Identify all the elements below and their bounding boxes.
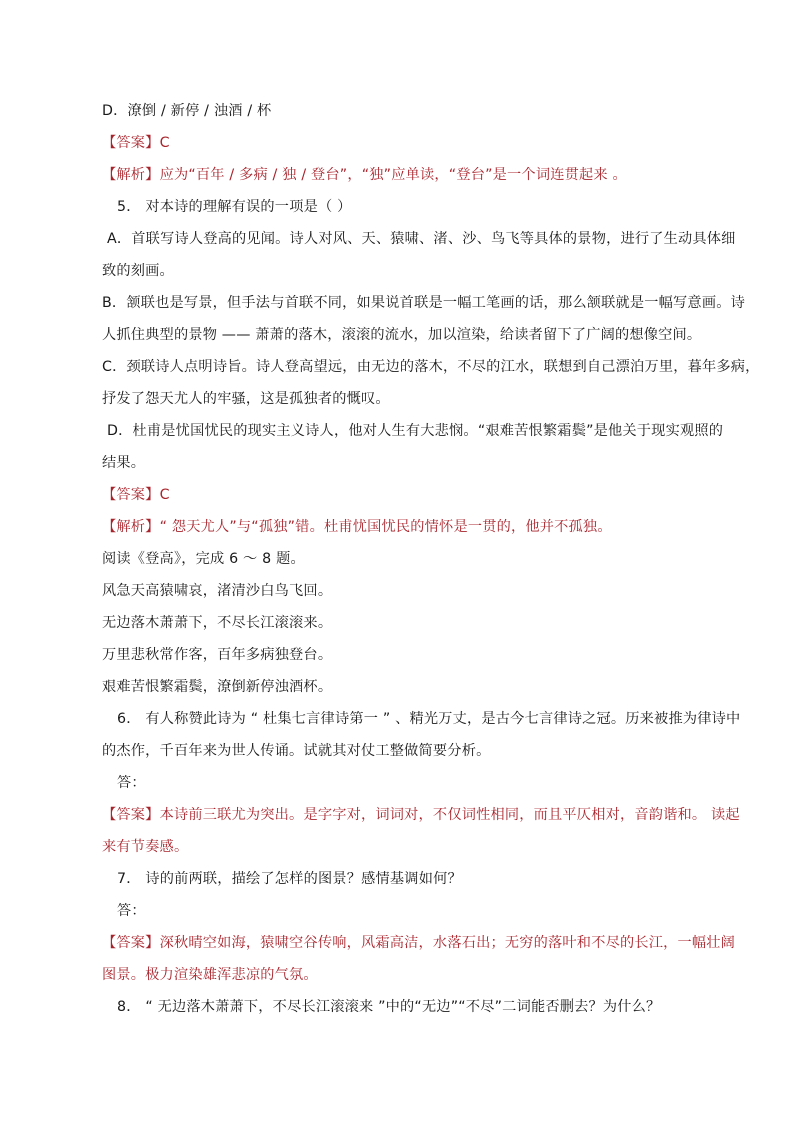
answer-line <box>102 485 170 505</box>
option-d-line <box>107 421 723 441</box>
poem-line <box>102 613 332 633</box>
line-text: 人抓住典型的景物 —— 萧萧的落木，滚滚的流水，加以渲染，给读者留下了广阔的想像空间。 <box>102 327 702 343</box>
question-8 <box>117 997 660 1017</box>
option-c-continuation <box>102 389 390 409</box>
line-text: 答： <box>117 775 146 791</box>
analysis-text: “ 怨天尤人”与“孤独”错。杜甫忧国忧民的情怀是一贯的，他并不孤独。 <box>159 519 612 535</box>
analysis-tag: 【解析】 <box>102 167 160 183</box>
option-d-line <box>102 101 271 121</box>
answer-tag: 【答案】 <box>102 135 160 151</box>
line-text: 抒发了怨天尤人的牢骚，这是孤独者的慨叹。 <box>102 391 390 407</box>
line-text: 致的刻画。 <box>102 263 174 279</box>
question-text: 5． 对本诗的理解有误的一项是（ ） <box>117 199 352 215</box>
option-a-line <box>107 229 736 249</box>
line-text: 无边落木萧萧下，不尽长江滚滚来。 <box>102 615 333 631</box>
answer-continuation <box>102 837 188 857</box>
line-text: 艰难苦恨繁霜鬓，潦倒新停浊酒杯。 <box>102 679 333 695</box>
line-text: B．颔联也是写景，但手法与首联不同，如果说首联是一幅工笔画的话，那么颔联就是一幅写意画。诗 <box>102 295 745 311</box>
line-text: 图景。极力渲染雄浑悲凉的气氛。 <box>102 967 318 983</box>
answer-text: C <box>159 135 170 151</box>
line-text: 风急天高猿啸哀，渚清沙白鸟飞回。 <box>102 583 333 599</box>
line-text: 万里悲秋常作客，百年多病独登台。 <box>102 647 333 663</box>
option-d-continuation <box>102 453 145 473</box>
poem-line <box>102 581 332 601</box>
line-text: 的杰作，千百年来为世人传诵。试就其对仗工整做简要分析。 <box>102 743 491 759</box>
answer-line <box>102 933 735 953</box>
line-text: 结果。 <box>102 455 146 471</box>
answer-text: 深秋晴空如海，猿啸空谷传响，风霜高洁，水落石出；无穷的落叶和不尽的长江，一幅壮阔 <box>159 935 736 951</box>
poem-line <box>102 645 332 665</box>
answer-tag: 【答案】 <box>102 935 160 951</box>
option-c-line <box>102 357 760 377</box>
line-text: D．潦倒 / 新停 / 浊酒 / 杯 <box>102 103 272 119</box>
option-b-continuation <box>102 325 701 345</box>
answer-line <box>102 805 740 825</box>
analysis-line <box>102 165 627 185</box>
answer-text: C <box>159 487 170 503</box>
question-6-continuation <box>102 741 490 761</box>
question-7 <box>117 869 462 889</box>
question-text: 8． “ 无边落木萧萧下，不尽长江滚滚来 ”中的“无边”“不尽”二词能否删去？为什么？ <box>117 999 661 1015</box>
question-text: 6． 有人称赞此诗为 “ 杜集七言律诗第一 ” 、精光万丈，是古今七言律诗之冠。历来被推为律诗中 <box>117 711 741 727</box>
line-text: 阅读《登高》，完成 6 ～ 8 题。 <box>102 551 305 567</box>
option-b-line <box>102 293 745 313</box>
analysis-text: 应为“百年 / 多病 / 独 / 登台”，“独”应单读，“登台”是一个词连贯起来 。 <box>159 167 627 183</box>
line-text: 答： <box>117 903 146 919</box>
poem-line <box>102 677 332 697</box>
reading-instruction <box>102 549 305 569</box>
line-text: D．杜甫是忧国忧民的现实主义诗人，他对人生有大悲悯。“艰难苦恨繁霜鬓”是他关于现实观照的 <box>107 423 724 439</box>
question-5 <box>117 197 351 217</box>
analysis-line <box>102 517 612 537</box>
answer-line <box>102 133 170 153</box>
answer-prompt <box>117 901 146 921</box>
answer-text: 本诗前三联尤为突出。是字字对，词词对，不仅词性相同，而且平仄相对，音韵谐和。 读起 <box>159 807 740 823</box>
answer-continuation <box>102 965 318 985</box>
answer-tag: 【答案】 <box>102 487 160 503</box>
question-text: 7． 诗的前两联，描绘了怎样的图景？感情基调如何？ <box>117 871 462 887</box>
answer-prompt <box>117 773 146 793</box>
analysis-tag: 【解析】 <box>102 519 160 535</box>
question-6 <box>117 709 740 729</box>
option-a-continuation <box>102 261 174 281</box>
line-text: 来有节奏感。 <box>102 839 189 855</box>
line-text: C．颈联诗人点明诗旨。诗人登高望远，由无边的落木，不尽的江水，联想到自己漂泊万里，暮年多病， <box>102 359 760 375</box>
answer-tag: 【答案】 <box>102 807 160 823</box>
line-text: A．首联写诗人登高的见闻。诗人对风、天、猿啸、渚、沙、鸟飞等具体的景物，进行了生动具体细 <box>107 231 736 247</box>
